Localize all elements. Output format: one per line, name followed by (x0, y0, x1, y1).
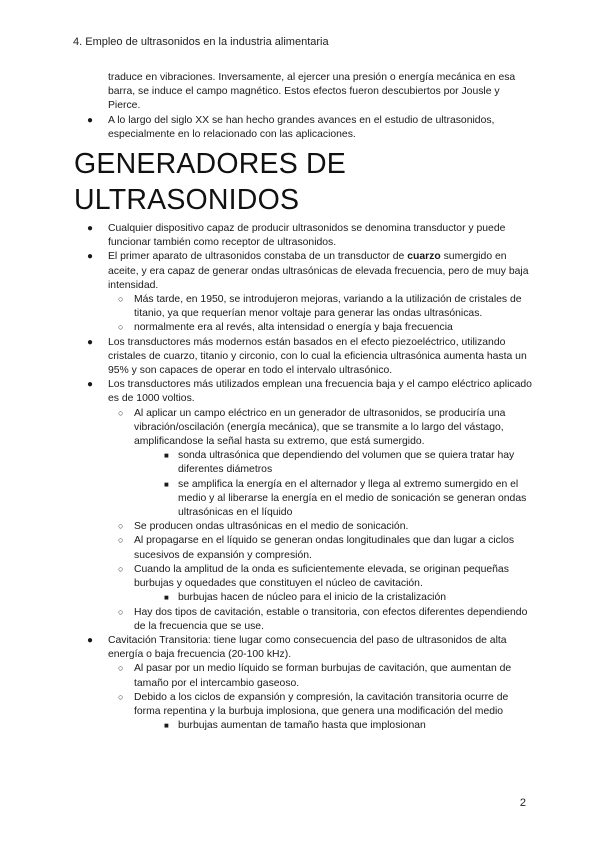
circle-bullet-icon: ○ (118, 407, 124, 418)
sub-list-item (82, 691, 534, 719)
list-item-text: Debido a los ciclos de expansión y compresión, la cavitación transitoria ocurre de forma repentina y la burbuja implosiona, que genera una modificación del medio (134, 691, 509, 717)
list-item (82, 336, 534, 379)
circle-bullet-icon: ○ (118, 663, 124, 674)
bullet-icon: ● (87, 114, 94, 126)
list-item-text: Cualquier dispositivo capaz de producir ultrasonidos se denomina transductor y puede funcionar también como receptor de ultrasonidos. (108, 223, 506, 249)
circle-bullet-icon: ○ (118, 563, 124, 574)
list-item (82, 378, 534, 406)
square-bullet-icon: ■ (164, 451, 169, 461)
list-item-text: Al propagarse en el líquido se generan ondas longitudinales que dan lugar a ciclos sucesivos de expansión y compresión. (134, 535, 515, 561)
circle-bullet-icon: ○ (118, 691, 124, 702)
circle-bullet-icon: ○ (118, 322, 124, 333)
page-content (74, 71, 534, 733)
circle-bullet-icon: ○ (118, 606, 124, 617)
square-bullet-icon: ■ (164, 479, 169, 489)
list-item-text: A lo largo del siglo XX se han hecho grandes avances en el estudio de ultrasonidos, especialmente en lo relacionado con las aplicaciones. (108, 114, 495, 140)
list-item-text: Más tarde, en 1950, se introdujeron mejoras, variando a la utilización de cristales de titanio, ya que requerían menor voltaje para generar las ondas ultrasónicas. (134, 294, 522, 320)
text-run: sumergido en aceite, y era capaz de generar ondas ultrasónicas de elevada frecuencia, pero de muy baja intensidad. (108, 251, 529, 291)
sub-sub-list-item (82, 449, 534, 477)
list-item (82, 250, 534, 293)
text-run: El primer aparato de ultrasonidos constaba de un transductor de (108, 251, 408, 263)
list-item-text: burbujas hacen de núcleo para el inicio de la cristalización (178, 592, 447, 604)
sub-list-item (82, 662, 534, 690)
list-item-text: burbujas aumentan de tamaño hasta que implosionan (178, 720, 426, 732)
sub-list-item (82, 321, 534, 335)
list-item-text: Al aplicar un campo eléctrico en un generador de ultrasonidos, se produciría una vibración/oscilación (energía mecánica), que se transmite a lo largo del vástago, amplificandose la señal hasta su extremo, que está sumergido. (134, 407, 506, 448)
bullet-icon: ● (87, 251, 94, 263)
sub-list-item (82, 534, 534, 562)
list-item-text: Los transductores más utilizados emplean una frecuencia baja y el campo eléctrico aplicado es de 1000 voltios. (108, 379, 532, 405)
intro-continuation: traduce en vibraciones. Inversamente, al ejercer una presión o energía mecánica en esa barra, se induce el campo magnético. Estos efectos fueron descubiertos por Jousle y Pierce. (108, 72, 516, 112)
running-header: 4. Empleo de ultrasonidos en la industria alimentaria (73, 36, 329, 48)
list-item-text: se amplifica la energía en el alternador y llega al extremo sumergido en el medio y al liberarse la energía en el medio de sonicación se generan ondas ultrasónicas en el líquido (178, 478, 527, 519)
square-bullet-icon: ■ (164, 593, 169, 603)
intro-list (82, 114, 534, 142)
circle-bullet-icon: ○ (118, 535, 124, 546)
page-number: 2 (519, 797, 526, 809)
bold-term: cuarzo (407, 251, 441, 263)
list-item-text: normalmente era al revés, alta intensidad o energía y baja frecuencia (134, 322, 453, 334)
list-item-text: Hay dos tipos de cavitación, estable o transitoria, con efectos diferentes dependiendo de la frecuencia que se use. (134, 606, 528, 632)
list-item-text: Cuando la amplitud de la onda es suficientemente elevada, se originan pequeñas burbujas y oquedades que constituyen el núcleo de cavitación. (134, 563, 509, 590)
sub-sub-list-item (82, 478, 534, 521)
bullet-icon: ● (87, 223, 94, 235)
list-item (82, 634, 534, 662)
sub-list-item (82, 606, 534, 634)
square-bullet-icon: ■ (164, 721, 169, 731)
list-item-text: Cavitación Transitoria: tiene lugar como consecuencia del paso de ultrasonidos de alta energía o baja frecuencia (20-100 kHz). (108, 634, 507, 661)
list-item (82, 222, 534, 250)
circle-bullet-icon: ○ (118, 521, 124, 532)
list-item (82, 114, 534, 142)
bullet-icon: ● (87, 634, 94, 646)
sub-list-item (82, 407, 534, 450)
sub-list-item (82, 293, 534, 321)
sub-sub-list-item (82, 591, 534, 605)
section-heading: GENERADORES DE ULTRASONIDOS (74, 148, 347, 217)
sub-list-item (82, 563, 534, 591)
generators-list (82, 222, 534, 733)
bullet-icon: ● (87, 336, 94, 348)
circle-bullet-icon: ○ (118, 294, 124, 305)
list-item-text (108, 251, 529, 290)
list-item-text: Se producen ondas ultrasónicas en el medio de sonicación. (134, 521, 409, 533)
list-item-text: sonda ultrasónica que dependiendo del volumen que se quiera tratar hay diferentes diámetros (178, 450, 515, 476)
sub-list-item (82, 520, 534, 534)
sub-sub-list-item (82, 719, 534, 733)
list-item-text: Al pasar por un medio líquido se forman burbujas de cavitación, que aumentan de tamaño por el intercambio gaseoso. (134, 663, 512, 689)
bullet-icon: ● (87, 379, 94, 391)
list-item-text: Los transductores más modernos están basados en el efecto piezoeléctrico, utilizando cristales de cuarzo, titanio y circonio, con lo cual la eficiencia ultrasónica aumenta hasta un 95% y son capaces de operar en todo el intervalo ultrasónico. (108, 336, 527, 377)
